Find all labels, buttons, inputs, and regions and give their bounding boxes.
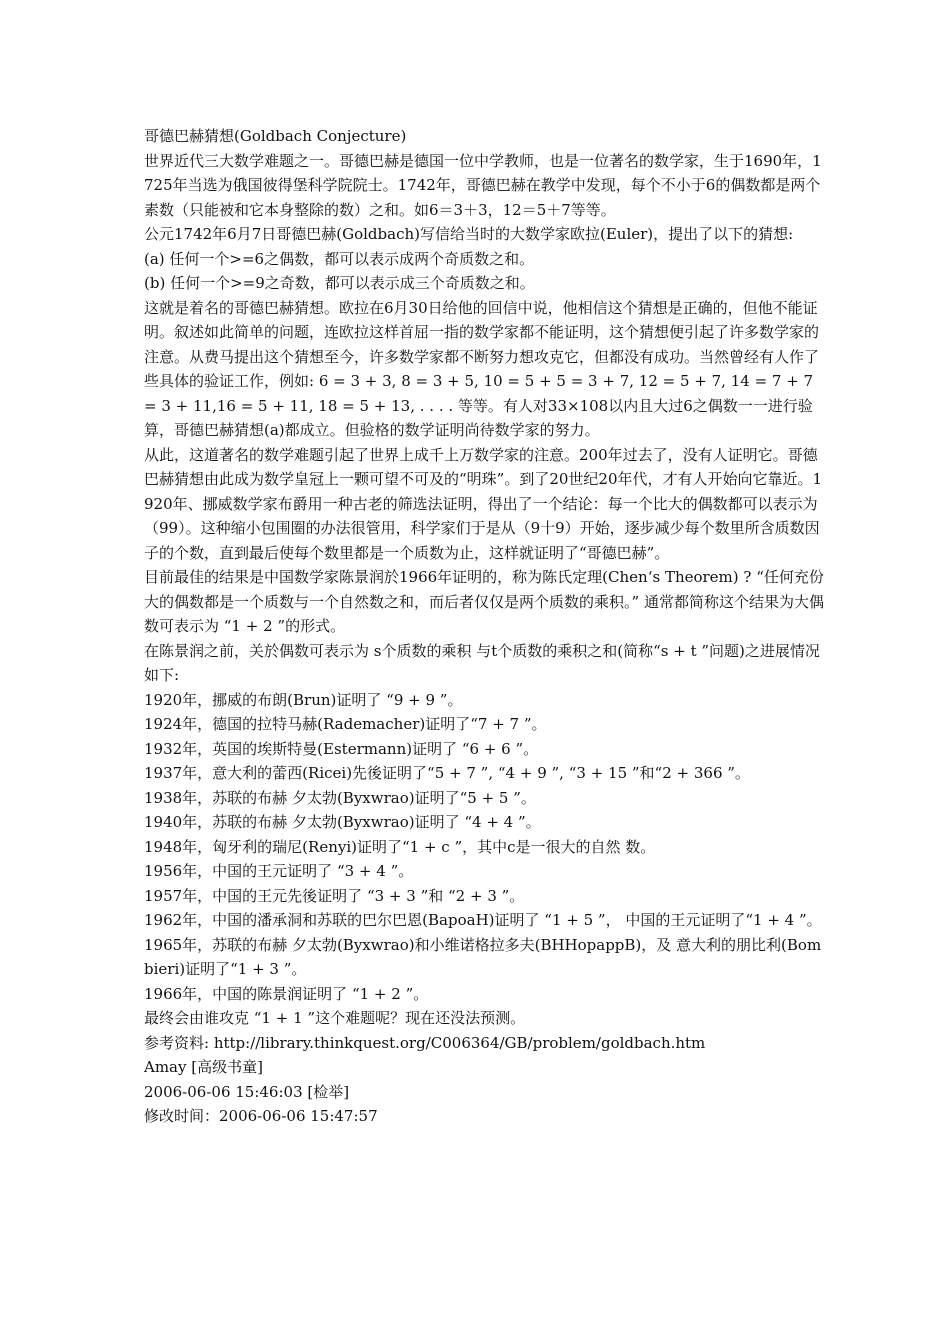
- timeline-item-1932: 1932年，英国的埃斯特曼(Estermann)证明了 “6 + 6 ”。: [144, 739, 539, 758]
- author-line: Amay [高级书童]: [144, 1058, 263, 1076]
- timeline-item-1965: 1965年，苏联的布赫 夕太勃(Byxwrao)和小维诺格拉多夫(BHHopappB)，及 意大利的朋比利(Bombieri)证明了“1 + 3 ”。: [144, 935, 822, 978]
- paragraph-chen-theorem: 目前最佳的结果是中国数学家陈景润於1966年证明的，称为陈氏定理(Chen‘s Theorem) ? “任何充份大的偶数都是一个质数与一个自然数之和，而后者仅仅是两个质数的乘积。” 通常都简称这个结果为大偶数可表示为 “1 + 2 ”的形式。: [144, 568, 824, 635]
- paragraph-progress-intro: 在陈景润之前，关於偶数可表示为 s个质数的乘积 与t个质数的乘积之和(简称“s + t ”问题)之进展情况如下:: [144, 641, 820, 684]
- timeline-item-1962: 1962年，中国的潘承洞和苏联的巴尔巴恩(BapoaH)证明了 “1 + 5 ”， 中国的王元证明了“1 + 4 ”。: [144, 911, 822, 929]
- post-timestamp: 2006-06-06 15:46:03 [检举]: [144, 1082, 350, 1101]
- timeline-item-1940: 1940年，苏联的布赫 夕太勃(Byxwrao)证明了 “4 + 4 ”。: [144, 813, 541, 831]
- paragraph-closing-question: 最终会由谁攻克 “1 + 1 ”这个难题呢？现在还没法预测。: [144, 1009, 526, 1027]
- paragraph-euler-reply: 这就是着名的哥德巴赫猜想。欧拉在6月30日给他的回信中说，他相信这个猜想是正确的，但他不能证明。叙述如此简单的问题，连欧拉这样首屈一指的数学家都不能证明，这个猜想便引起了许多数学家的注意。从费马提出这个猜想至今，许多数学家都不断努力想攻克它，但都没有成功。当然曾经有人作了些具体的验证工作，例如: 6 = 3 + 3, 8 = 3 + 5, 10 = 5 + 5 = 3 + 7, 12 = 5 + 7, 14 = 7 + 7 = 3 + 11,16 = 5 + 11, 18 = 5 + 13, . . . . 等等。有人对33×108以内且大过6之偶数一一进行验算，哥德巴赫猜想(a)都成立。但验格的数学证明尚待数学家的努力。: [144, 298, 820, 439]
- modified-timestamp: 修改时间：2006-06-06 15:47:57: [144, 1107, 378, 1125]
- timeline-item-1956: 1956年，中国的王元证明了 “3 + 4 ”。: [144, 862, 414, 880]
- timeline-item-1948: 1948年，匈牙利的瑞尼(Renyi)证明了“1 + c ”，其中c是一很大的自然 数。: [144, 837, 656, 856]
- paragraph-history: 从此，这道著名的数学难题引起了世界上成千上万数学家的注意。200年过去了，没有人证明它。哥德巴赫猜想由此成为数学皇冠上一颗可望不可及的“明珠”。到了20世纪20年代，才有人开始向它靠近。1920年、挪威数学家布爵用一种古老的筛选法证明，得出了一个结论：每一个比大的偶数都可以表示为（99）。这种缩小包围圈的办法很管用，科学家们于是从（9十9）开始，逐步减少每个数里所含质数因子的个数，直到最后使每个数里都是一个质数为止，这样就证明了“哥德巴赫”。: [144, 445, 823, 562]
- reference-line: 参考资料: http://library.thinkquest.org/C006364/GB/problem/goldbach.htm: [144, 1033, 706, 1052]
- timeline-item-1924: 1924年，德国的拉特马赫(Rademacher)证明了“7 + 7 ”。: [144, 715, 547, 733]
- document-body: [144, 124, 824, 1129]
- timeline-item-1966: 1966年，中国的陈景润证明了 “1 + 2 ”。: [144, 984, 429, 1003]
- paragraph-letter: 公元1742年6月7日哥德巴赫(Goldbach)写信给当时的大数学家欧拉(Euler)，提出了以下的猜想:: [144, 225, 794, 243]
- timeline-item-1937: 1937年，意大利的蕾西(Ricei)先後证明了“5 + 7 ”, “4 + 9 ”, “3 + 15 ”和“2 + 366 ”。: [144, 764, 750, 782]
- paragraph-conjecture-b: (b) 任何一个>=9之奇数，都可以表示成三个奇质数之和。: [144, 274, 535, 292]
- paragraph-conjecture-a: (a) 任何一个>=6之偶数，都可以表示成两个奇质数之和。: [144, 249, 535, 268]
- timeline-item-1920: 1920年，挪威的布朗(Brun)证明了 “9 + 9 ”。: [144, 690, 463, 709]
- paragraph-intro: 世界近代三大数学难题之一。哥德巴赫是德国一位中学教师，也是一位著名的数学家，生于1690年，1725年当选为俄国彼得堡科学院院士。1742年，哥德巴赫在教学中发现，每个不小于6的偶数都是两个素数（只能被和它本身整除的数）之和。如6＝3＋3，12＝5＋7等等。: [144, 151, 822, 219]
- timeline-item-1938: 1938年，苏联的布赫 夕太勃(Byxwrao)证明了“5 + 5 ”。: [144, 788, 536, 807]
- document-title: 哥德巴赫猜想(Goldbach Conjecture): [144, 127, 407, 145]
- timeline-item-1957: 1957年，中国的王元先後证明了 “3 + 3 ”和 “2 + 3 ”。: [144, 886, 525, 905]
